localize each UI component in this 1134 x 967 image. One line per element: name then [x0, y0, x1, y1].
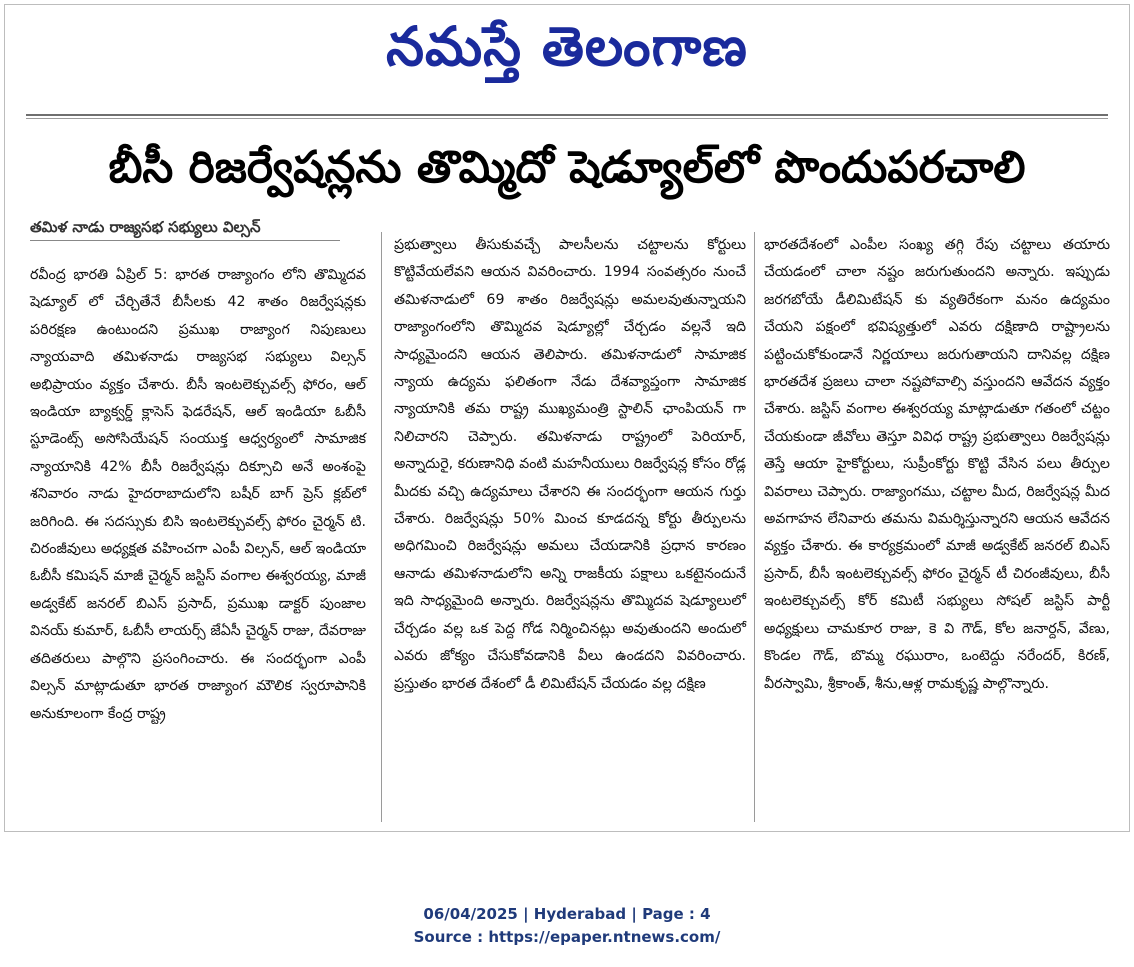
article-column-2: ప్రభుత్వాలు తీసుకువచ్చే పాలసీలను చట్టాలను కోర్టులు కొట్టివేయలేవని ఆయన వివరించారు. 1994 సంవత్సరం నుంచే తమిళనాడులో 69 శాతం రిజర్వేషన్లు అమలవుతున్నాయని రాజ్యాంగంలోని తొమ్మిదవ షెడ్యూల్లో చేర్చడం వల్లనే ఇది సాధ్యమైందని ఆయన తెలిపారు. తమిళనాడులో సామాజిక న్యాయ ఉద్యమ ఫలితంగా నేడు దేశవ్యాప్తంగా సామాజిక న్యాయానికి తమ రాష్ట్ర ముఖ్యమంత్రి స్టాలిన్ ఛాంపియన్ గా నిలిచారని చెప్పారు. తమిళనాడు రాష్ట్రంలో పెరియార్, అన్నాదురై, కరుణానిధి వంటి మహనీయులు రిజర్వేషన్ల కోసం రోడ్ల మీదకు వచ్చి ఉద్యమాలు చేశారని ఈ సందర్భంగా ఆయన గుర్తు చేశారు. రిజర్వేషన్లు 50% మించ కూడదన్న కోర్టు తీర్పులను అధిగమించి రిజర్వేషన్లు అమలు చేయడానికి ప్రధాన కారణం ఆనాడు తమిళనాడులోని అన్ని రాజకీయ పక్షాలు ఒకటైనందునే ఇది సాధ్యమైంది అన్నారు. రిజర్వేషన్లను తొమ్మిదవ షెడ్యూలులో చేర్చడం వల్ల ఒక పెద్ద గోడ నిర్మించినట్లు అవుతుందని అందులో ఎవరు జోక్యం చేసుకోవడానికి వీలు ఉండదని వివరించారు. ప్రస్తుతం భారత దేశంలో డీ లిమిటేషన్ చేయడం వల్ల దక్షిణ [394, 237, 746, 692]
article-headline: బీసీ రిజర్వేషన్లను తొమ్మిదో షెడ్యూల్‌లో పొందుపరచాలి [108, 142, 1026, 193]
article-column-3: భారతదేశంలో ఎంపీల సంఖ్య తగ్గి రేపు చట్టాలు తయారు చేయడంలో చాలా నష్టం జరుగుతుందని అన్నారు. ఇప్పుడు జరగబోయే డీలిమిటేషన్ కు వ్యతిరేకంగా మనం ఉద్యమం చేయని పక్షంలో భవిష్యత్తులో ఎవరు దక్షిణాది రాష్ట్రాలను పట్టించుకోకుండానే నిర్ణయాలు జరుగుతాయని దానివల్ల దక్షిణ భారతదేశ ప్రజలు చాలా నష్టపోవాల్సి వస్తుందని ఆవేదన వ్యక్తం చేశారు. జస్టిస్ వంగాల ఈశ్వరయ్య మాట్లాడుతూ గతంలో చట్టం చేయకుండా జీవోలు తెస్తూ వివిధ రాష్ట్ర ప్రభుత్వాలు రిజర్వేషన్లు తెస్తే ఆయా హైకోర్టులు, సుప్రీంకోర్టు కొట్టి వేసిన పలు తీర్పుల వివరాలు చెప్పారు. రాజ్యాంగము, చట్టాల మీద, రిజర్వేషన్ల మీద అవగాహన లేనివారు తమను విమర్శిస్తున్నారని ఆయన ఆవేదన వ్యక్తం చేశారు. ఈ కార్యక్రమంలో మాజీ అడ్వకేట్ జనరల్ బిఎస్ ప్రసాద్, బీసీ ఇంటలెక్చువల్స్ ఫోరం చైర్మన్ టీ చిరంజీవులు, బీసీ ఇంటలెక్చువల్స్ కోర్ కమిటీ సభ్యులు సోషల్ జస్టిస్ పార్టీ అధ్యక్షులు చామకూర రాజు, కె వి గౌడ్, కోల జనార్దన్, వేణు, కొండల గౌడ్, బొమ్మ రఘురాం, ఒంటెద్దు నరేందర్, కిరణ్, వీరస్వామి, శ్రీకాంత్, శీను,ఆళ్ల రామకృష్ణ పాల్గొన్నారు. [764, 237, 1110, 692]
footer-source-line: Source : https://epaper.ntnews.com/ [413, 928, 721, 946]
newspaper-masthead: నమస్తే తెలంగాణ [386, 14, 748, 78]
column-divider [381, 232, 382, 822]
footer-date-line: 06/04/2025 | Hyderabad | Page : 4 [423, 905, 711, 923]
masthead-rule-thin [26, 118, 1108, 119]
column-divider [754, 232, 755, 822]
masthead-rule [26, 114, 1108, 116]
article-column-1: రవీంద్ర భారతి ఏప్రిల్ 5: భారత రాజ్యాంగం లోని తొమ్మిదవ షెడ్యూల్ లో చేర్చితేనే బీసీలకు 42 శాతం రిజర్వేషన్లకు పరిరక్షణ ఉంటుందని ప్రముఖ రాజ్యాంగ నిపుణులు న్యాయవాది తమిళనాడు రాజ్యసభ సభ్యులు విల్సన్ అభిప్రాయం వ్యక్తం చేశారు. బీసీ ఇంటలెక్చువల్స్ ఫోరం, ఆల్ ఇండియా బ్యాక్వర్డ్ క్లాసెస్ ఫెడరేషన్, ఆల్ ఇండియా ఓబీసీ స్టూడెంట్స్ అసోసియేషన్ సంయుక్త ఆధ్వర్యంలో సామాజిక న్యాయానికి 42% బీసీ రిజర్వేషన్లు దిక్సూచి అనే అంశంపై శనివారం నాడు హైదరాబాదులోని బషీర్ బాగ్ ప్రెస్ క్లబ్‌లో జరిగింది. ఈ సదస్సుకు బిసి ఇంటలెక్చువల్స్ ఫోరం చైర్మన్ టి. చిరంజీవులు అధ్యక్షత వహించగా ఎంపీ విల్సన్, ఆల్ ఇండియా ఓబీసీ కమిషన్ మాజీ చైర్మన్ జస్టిస్ వంగాల ఈశ్వరయ్య, మాజీ అడ్వకేట్ జనరల్ బిఎస్ ప్రసాద్, ప్రముఖ డాక్టర్ పుంజాల వినయ్ కుమార్, ఓబీసీ లాయర్స్ జేఏసీ చైర్మన్ రాజు, దేవరాజు తదితరులు పాల్గొని ప్రసంగించారు. ఈ సందర్భంగా ఎంపీ విల్సన్ మాట్లాడుతూ భారత రాజ్యాంగ మౌలిక స్వరూపానికి అనుకూలంగా కేంద్ర రాష్ట్ర [30, 267, 366, 722]
article-byline: తమిళ నాడు రాజ్యసభ సభ్యులు విల్సన్ [30, 214, 340, 241]
